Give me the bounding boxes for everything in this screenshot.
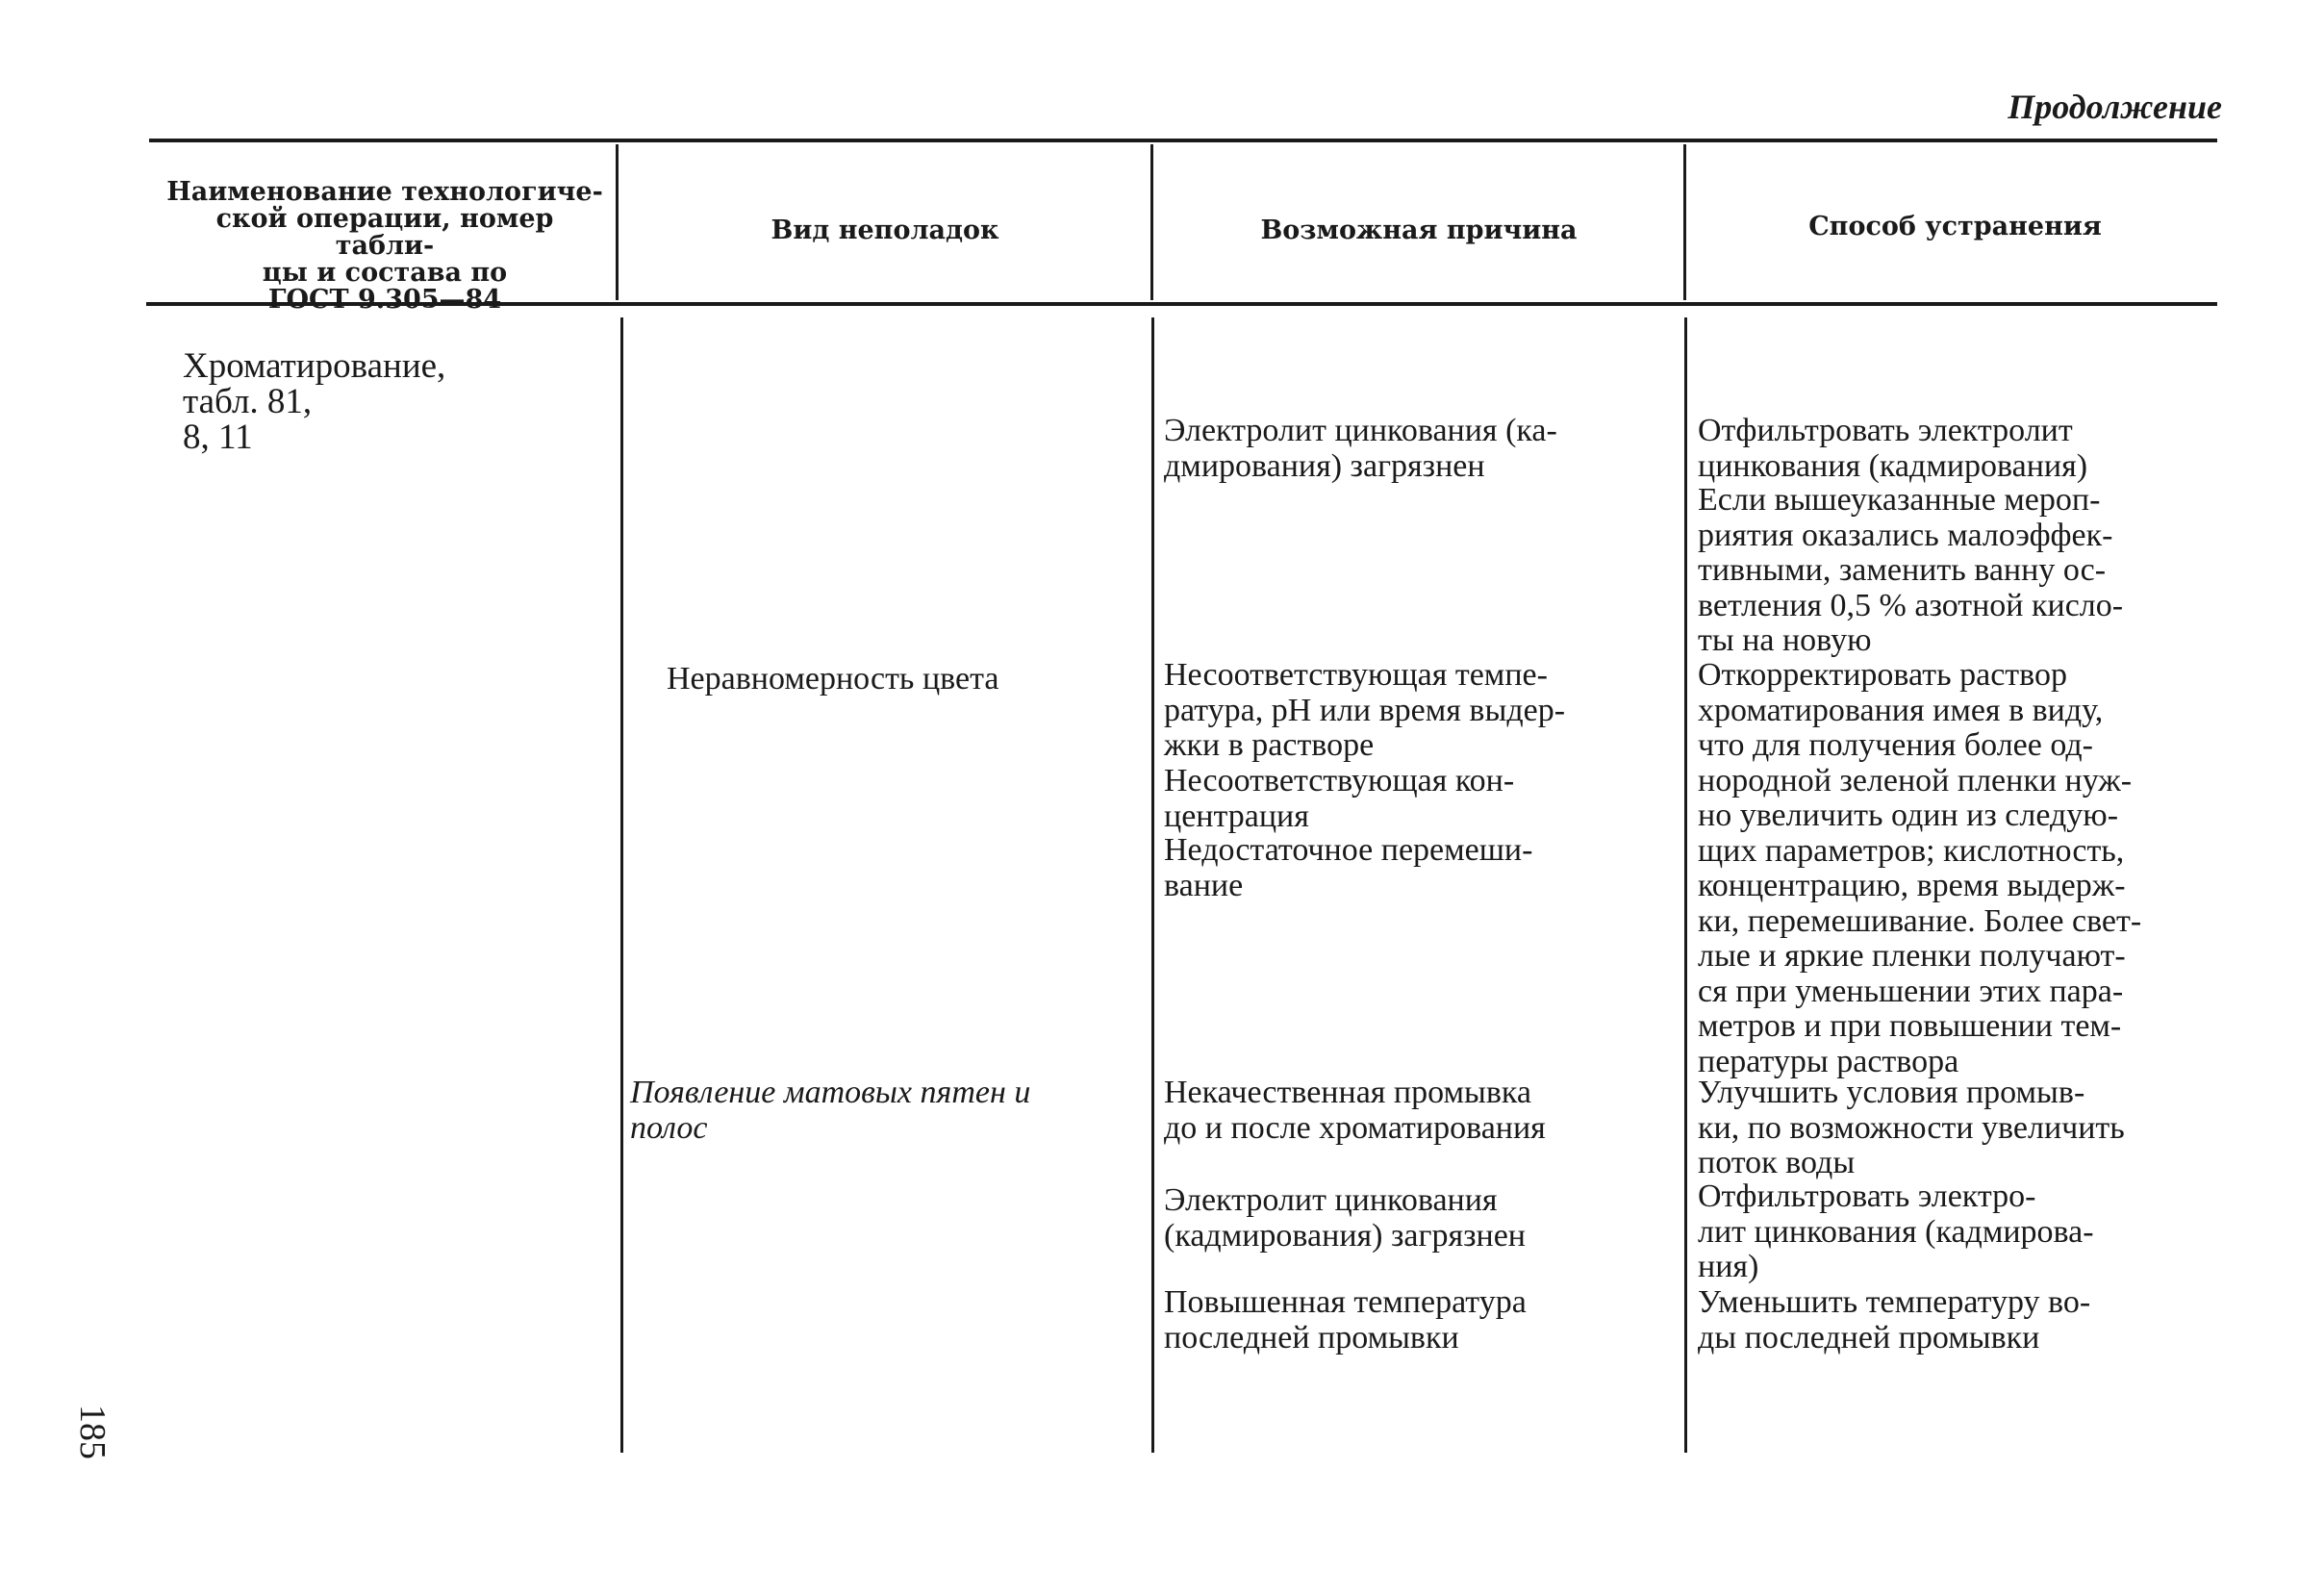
header-divider-2: [1150, 144, 1153, 300]
body-divider-2: [1151, 317, 1154, 1453]
remedy-3b: Отфильтровать электро- лит цинкования (кадмирова- ния): [1698, 1178, 2094, 1284]
header-remedy: Способ устранения: [1808, 212, 2102, 241]
header-defect: Вид неполадок: [770, 215, 999, 245]
remedy-3a: Улучшить условия промыв- ки, по возможности увеличить поток воды: [1698, 1075, 2125, 1180]
body-divider-3: [1684, 317, 1687, 1453]
cause-2b: Несоответствующая кон- центрация: [1164, 763, 1515, 834]
remedy-1b: Если вышеуказанные мероп- риятия оказались малоэффек- тивными, заменить ванну ос- ветления 0,5 % азотной кисло- ты на новую: [1698, 482, 2124, 658]
defect-3: Появление матовых пятен и полос: [630, 1075, 1031, 1146]
header-divider-3: [1683, 144, 1686, 300]
cause-3b: Электролит цинкования (кадмирования) загрязнен: [1164, 1182, 1526, 1254]
remedy-2: Откорректировать раствор хроматирования имея в виду, что для получения более од- нородной зеленой пленки нуж- но увеличить один из следую- щих параметров; кислотность, концентрацию, время выдерж- ки, перемешивание. Более свет- лые и яркие пленки получают- ся при уменьшении этих пара- метров и при повышении тем- пературы раствора: [1698, 657, 2142, 1079]
header-divider-1: [616, 144, 619, 300]
page-number: 185: [72, 1405, 113, 1459]
header-operation: Наименование технологиче- ской операции, номер табли- цы и состава по ГОСТ 9.305—84: [166, 177, 603, 315]
remedy-1: Отфильтровать электролит цинкования (кадмирования): [1698, 413, 2088, 484]
header-top-rule: [149, 139, 2217, 142]
cause-3a: Некачественная промывка до и после хроматирования: [1164, 1075, 1546, 1146]
defect-2: Неравномерность цвета: [667, 661, 999, 697]
operation-name: Хроматирование, табл. 81, 8, 11: [183, 346, 446, 457]
cause-2a: Несоответствующая темпе- ратура, pH или время выдер- жки в растворе: [1164, 657, 1566, 763]
cause-2c: Недостаточное перемеши- вание: [1164, 832, 1533, 903]
cause-3c: Повышенная температура последней промывки: [1164, 1284, 1527, 1356]
body-divider-1: [620, 317, 623, 1453]
header-cause: Возможная причина: [1260, 215, 1578, 245]
cause-1: Электролит цинкования (ка- дмирования) загрязнен: [1164, 413, 1557, 484]
remedy-3c: Уменьшить температуру во- ды последней промывки: [1698, 1284, 2091, 1356]
continued-label: Продолжение: [2008, 88, 2222, 126]
